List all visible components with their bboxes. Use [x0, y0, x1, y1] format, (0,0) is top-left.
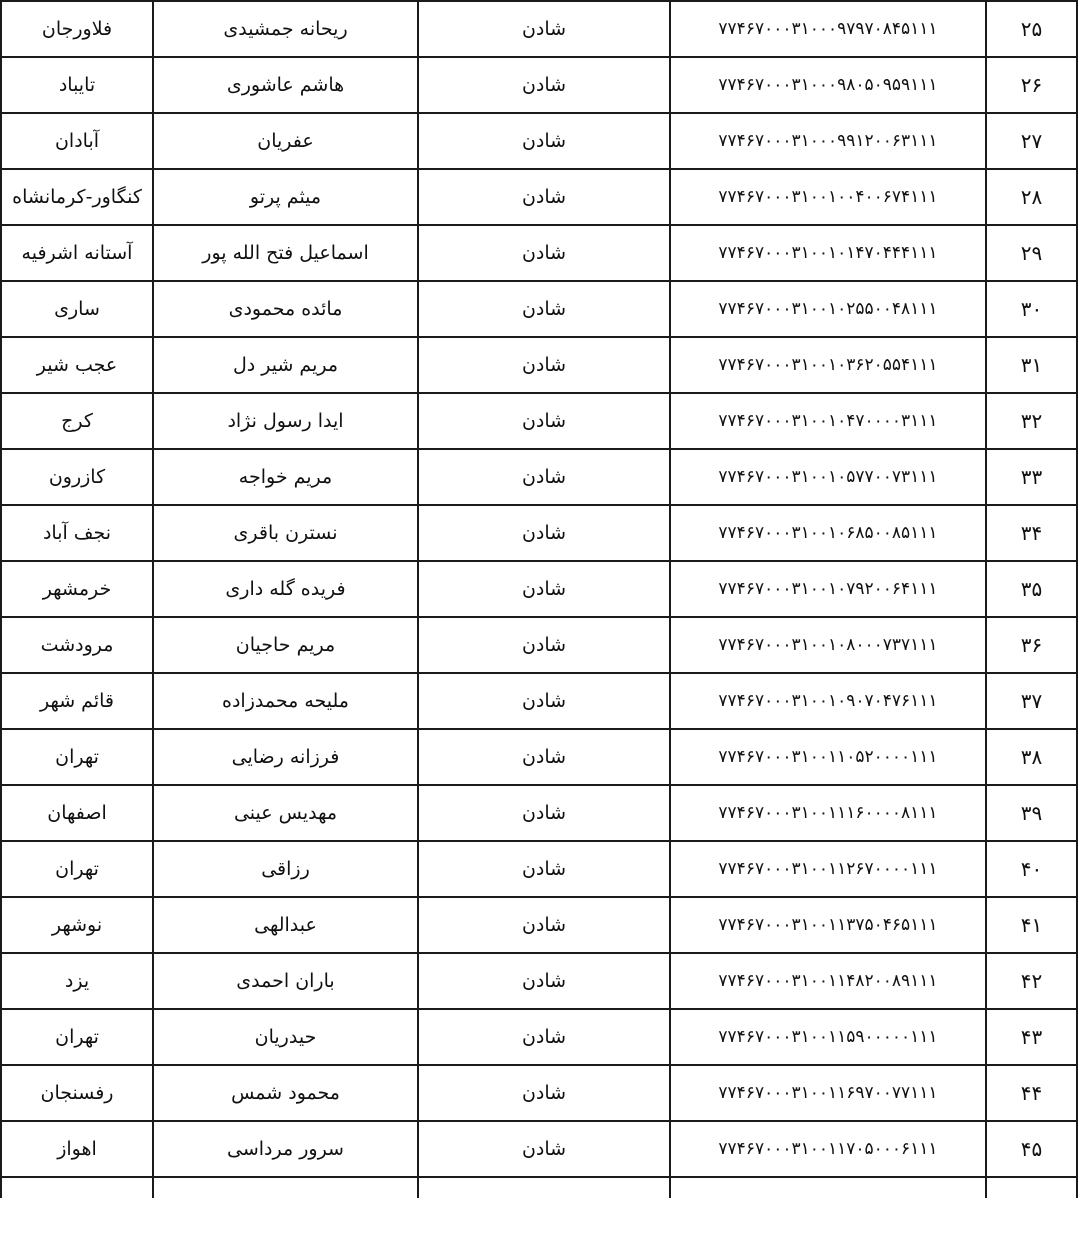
- city-cell: خرمشهر: [1, 561, 153, 617]
- person-name-cell: نسترن باقری: [153, 505, 418, 561]
- row-number-cell: ۳۶: [986, 617, 1077, 673]
- city-cell: اهواز: [1, 1121, 153, 1177]
- city-cell: نوشهر: [1, 897, 153, 953]
- table-row: [1, 393, 1077, 449]
- row-number-cell: ۳۸: [986, 729, 1077, 785]
- row-number-cell: ۲۹: [986, 225, 1077, 281]
- bank-cell: شادن: [418, 505, 670, 561]
- city-cell: رفسنجان: [1, 1065, 153, 1121]
- bank-cell: شادن: [418, 449, 670, 505]
- city-cell: آبادان: [1, 113, 153, 169]
- account-code-cell: ۷۷۴۶۷۰۰۰۳۱۰۰۱۱۱۶۰۰۰۰۸۱۱۱: [670, 785, 986, 841]
- empty-cell: [418, 1177, 670, 1198]
- account-code-cell: ۷۷۴۶۷۰۰۰۳۱۰۰۱۱۵۹۰۰۰۰۰۱۱۱: [670, 1009, 986, 1065]
- empty-cell: [1, 1177, 153, 1198]
- row-number-cell: ۳۹: [986, 785, 1077, 841]
- table-row: [1, 841, 1077, 897]
- account-code-cell: ۷۷۴۶۷۰۰۰۳۱۰۰۰۹۷۹۷۰۸۴۵۱۱۱: [670, 1, 986, 57]
- city-cell: فلاورجان: [1, 1, 153, 57]
- table-row: [1, 617, 1077, 673]
- account-code-cell: ۷۷۴۶۷۰۰۰۳۱۰۰۱۱۴۸۲۰۰۸۹۱۱۱: [670, 953, 986, 1009]
- person-name-cell: مائده محمودی: [153, 281, 418, 337]
- city-cell: کنگاور-کرمانشاه: [1, 169, 153, 225]
- city-cell: آستانه اشرفیه: [1, 225, 153, 281]
- bank-cell: شادن: [418, 113, 670, 169]
- city-cell: کرج: [1, 393, 153, 449]
- table-row: [1, 337, 1077, 393]
- row-number-cell: ۴۱: [986, 897, 1077, 953]
- empty-cell: [670, 1177, 986, 1198]
- city-cell: ساری: [1, 281, 153, 337]
- table-row: [1, 281, 1077, 337]
- bank-cell: شادن: [418, 561, 670, 617]
- table-row: [1, 225, 1077, 281]
- bank-cell: شادن: [418, 1065, 670, 1121]
- bank-cell: شادن: [418, 729, 670, 785]
- bank-cell: شادن: [418, 169, 670, 225]
- table-row: [1, 953, 1077, 1009]
- person-name-cell: ریحانه جمشیدی: [153, 1, 418, 57]
- row-number-cell: ۳۱: [986, 337, 1077, 393]
- bank-cell: شادن: [418, 337, 670, 393]
- account-code-cell: ۷۷۴۶۷۰۰۰۳۱۰۰۱۰۱۴۷۰۴۴۴۱۱۱: [670, 225, 986, 281]
- person-name-cell: باران احمدی: [153, 953, 418, 1009]
- account-code-cell: ۷۷۴۶۷۰۰۰۳۱۰۰۱۰۶۸۵۰۰۸۵۱۱۱: [670, 505, 986, 561]
- person-name-cell: مریم خواجه: [153, 449, 418, 505]
- row-number-cell: ۴۳: [986, 1009, 1077, 1065]
- bank-cell: شادن: [418, 393, 670, 449]
- person-name-cell: فریده گله داری: [153, 561, 418, 617]
- bank-cell: شادن: [418, 1121, 670, 1177]
- empty-cell: [153, 1177, 418, 1198]
- row-number-cell: ۳۲: [986, 393, 1077, 449]
- table-row: [1, 1, 1077, 57]
- row-number-cell: ۴۰: [986, 841, 1077, 897]
- bank-cell: شادن: [418, 1009, 670, 1065]
- city-cell: تهران: [1, 841, 153, 897]
- table-row: [1, 673, 1077, 729]
- table-row: [1, 113, 1077, 169]
- bank-cell: شادن: [418, 1, 670, 57]
- table-row: [1, 785, 1077, 841]
- bank-cell: شادن: [418, 617, 670, 673]
- person-name-cell: میثم پرتو: [153, 169, 418, 225]
- table-row: [1, 1065, 1077, 1121]
- bank-cell: شادن: [418, 785, 670, 841]
- account-code-cell: ۷۷۴۶۷۰۰۰۳۱۰۰۱۰۲۵۵۰۰۴۸۱۱۱: [670, 281, 986, 337]
- row-number-cell: ۴۲: [986, 953, 1077, 1009]
- person-name-cell: حیدریان: [153, 1009, 418, 1065]
- table-row: [1, 1121, 1077, 1177]
- account-code-cell: ۷۷۴۶۷۰۰۰۳۱۰۰۱۰۴۷۰۰۰۰۳۱۱۱: [670, 393, 986, 449]
- account-code-cell: ۷۷۴۶۷۰۰۰۳۱۰۰۱۱۳۷۵۰۴۶۵۱۱۱: [670, 897, 986, 953]
- row-number-cell: ۲۸: [986, 169, 1077, 225]
- account-code-cell: ۷۷۴۶۷۰۰۰۳۱۰۰۱۰۵۷۷۰۰۷۳۱۱۱: [670, 449, 986, 505]
- bank-cell: شادن: [418, 897, 670, 953]
- person-name-cell: هاشم عاشوری: [153, 57, 418, 113]
- account-code-cell: ۷۷۴۶۷۰۰۰۳۱۰۰۱۱۷۰۵۰۰۰۶۱۱۱: [670, 1121, 986, 1177]
- account-code-cell: ۷۷۴۶۷۰۰۰۳۱۰۰۱۰۸۰۰۰۷۳۷۱۱۱: [670, 617, 986, 673]
- row-number-cell: ۳۷: [986, 673, 1077, 729]
- city-cell: نجف آباد: [1, 505, 153, 561]
- records-table-body: [1, 1, 1077, 1198]
- account-code-cell: ۷۷۴۶۷۰۰۰۳۱۰۰۱۱۲۶۷۰۰۰۰۱۱۱: [670, 841, 986, 897]
- person-name-cell: عبدالهی: [153, 897, 418, 953]
- person-name-cell: عفریان: [153, 113, 418, 169]
- account-code-cell: ۷۷۴۶۷۰۰۰۳۱۰۰۱۱۰۵۲۰۰۰۰۱۱۱: [670, 729, 986, 785]
- city-cell: قائم شهر: [1, 673, 153, 729]
- account-code-cell: ۷۷۴۶۷۰۰۰۳۱۰۰۱۰۹۰۷۰۴۷۶۱۱۱: [670, 673, 986, 729]
- table-row: [1, 561, 1077, 617]
- row-number-cell: ۲۷: [986, 113, 1077, 169]
- city-cell: عجب شیر: [1, 337, 153, 393]
- row-number-cell: ۳۵: [986, 561, 1077, 617]
- person-name-cell: ملیحه محمدزاده: [153, 673, 418, 729]
- table-row: [1, 897, 1077, 953]
- person-name-cell: رزاقی: [153, 841, 418, 897]
- person-name-cell: مریم شیر دل: [153, 337, 418, 393]
- account-code-cell: ۷۷۴۶۷۰۰۰۳۱۰۰۰۹۸۰۵۰۹۵۹۱۱۱: [670, 57, 986, 113]
- table-row: [1, 57, 1077, 113]
- bank-cell: شادن: [418, 673, 670, 729]
- row-number-cell: ۳۳: [986, 449, 1077, 505]
- table-row: [1, 169, 1077, 225]
- city-cell: تایباد: [1, 57, 153, 113]
- row-number-cell: ۲۵: [986, 1, 1077, 57]
- row-number-cell: ۴۵: [986, 1121, 1077, 1177]
- table-row: [1, 729, 1077, 785]
- bank-cell: شادن: [418, 841, 670, 897]
- bank-cell: شادن: [418, 281, 670, 337]
- person-name-cell: فرزانه رضایی: [153, 729, 418, 785]
- city-cell: یزد: [1, 953, 153, 1009]
- bank-cell: شادن: [418, 225, 670, 281]
- city-cell: تهران: [1, 729, 153, 785]
- row-number-cell: ۲۶: [986, 57, 1077, 113]
- person-name-cell: مریم حاجیان: [153, 617, 418, 673]
- table-row: [1, 1009, 1077, 1065]
- row-number-cell: ۳۰: [986, 281, 1077, 337]
- city-cell: اصفهان: [1, 785, 153, 841]
- city-cell: مرودشت: [1, 617, 153, 673]
- account-code-cell: ۷۷۴۶۷۰۰۰۳۱۰۰۱۰۰۴۰۰۶۷۴۱۱۱: [670, 169, 986, 225]
- person-name-cell: مهدیس عینی: [153, 785, 418, 841]
- person-name-cell: اسماعیل فتح الله پور: [153, 225, 418, 281]
- account-code-cell: ۷۷۴۶۷۰۰۰۳۱۰۰۱۱۶۹۷۰۰۷۷۱۱۱: [670, 1065, 986, 1121]
- person-name-cell: سرور مرداسی: [153, 1121, 418, 1177]
- person-name-cell: ایدا رسول نژاد: [153, 393, 418, 449]
- row-number-cell: ۴۴: [986, 1065, 1077, 1121]
- table-row: [1, 505, 1077, 561]
- account-code-cell: ۷۷۴۶۷۰۰۰۳۱۰۰۱۰۳۶۲۰۵۵۴۱۱۱: [670, 337, 986, 393]
- bank-cell: شادن: [418, 57, 670, 113]
- account-code-cell: ۷۷۴۶۷۰۰۰۳۱۰۰۱۰۷۹۲۰۰۶۴۱۱۱: [670, 561, 986, 617]
- row-number-cell: ۳۴: [986, 505, 1077, 561]
- empty-cell: [986, 1177, 1077, 1198]
- partial-table-row: [1, 1177, 1077, 1198]
- bank-cell: شادن: [418, 953, 670, 1009]
- city-cell: تهران: [1, 1009, 153, 1065]
- person-name-cell: محمود شمس: [153, 1065, 418, 1121]
- city-cell: کازرون: [1, 449, 153, 505]
- table-row: [1, 449, 1077, 505]
- account-code-cell: ۷۷۴۶۷۰۰۰۳۱۰۰۰۹۹۱۲۰۰۶۳۱۱۱: [670, 113, 986, 169]
